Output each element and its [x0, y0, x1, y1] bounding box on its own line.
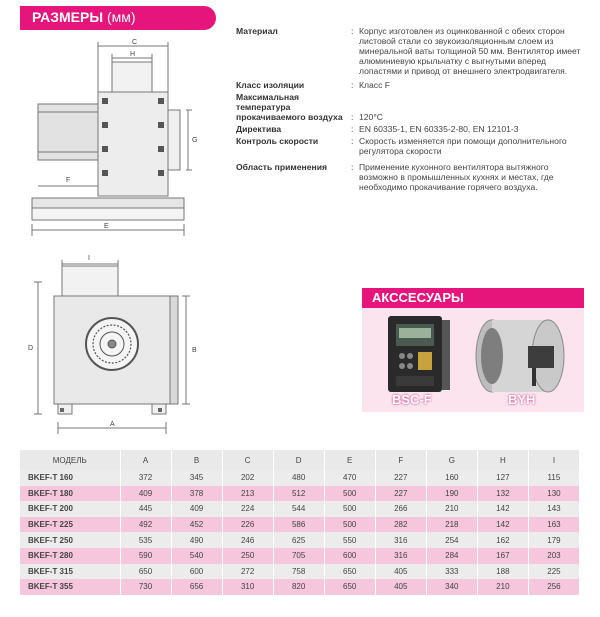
front-view-drawing [22, 252, 212, 442]
dim-label-c: C [132, 39, 138, 46]
table-row [20, 501, 580, 517]
table-body [20, 470, 580, 595]
dimension-cell: 730 [120, 579, 171, 595]
model-cell: BKEF-T 315 [20, 564, 120, 580]
specifications [236, 26, 588, 194]
accessories-panel [362, 308, 584, 412]
dimension-cell: 160 [426, 470, 477, 486]
dimension-cell: 226 [222, 517, 273, 533]
dimension-cell: 512 [273, 486, 324, 502]
column-header: E [324, 450, 375, 470]
model-cell: BKEF-T 200 [20, 501, 120, 517]
dimension-cell: 162 [477, 532, 528, 548]
dimension-cell: 130 [528, 486, 579, 502]
accessories-title: АКССЕСУАРЫ [362, 288, 584, 308]
dimension-cell: 656 [171, 579, 222, 595]
table-row [20, 517, 580, 533]
dimension-cell: 625 [273, 532, 324, 548]
dimension-cell: 284 [426, 548, 477, 564]
spec-label: Область применения [236, 162, 327, 172]
table-row [20, 564, 580, 580]
spec-value: Скорость изменяется при помощи дополнительного регулятора скорости [359, 136, 567, 156]
dim-label-a: A [110, 421, 115, 428]
section-title-unit: (мм) [106, 9, 136, 25]
dimension-cell: 535 [120, 532, 171, 548]
accessory-label-byh: BYH [508, 392, 536, 407]
dimension-cell: 345 [171, 470, 222, 486]
section-title-text: РАЗМЕРЫ [32, 9, 104, 25]
dimension-cell: 445 [120, 501, 171, 517]
dimension-cell: 586 [273, 517, 324, 533]
side-view-drawing [20, 36, 230, 236]
dimension-cell: 127 [477, 470, 528, 486]
dimension-cell: 409 [171, 501, 222, 517]
table-row [20, 532, 580, 548]
spec-row-application: Область применения : Применение кухонного вентилятора вытяжного возможно в промышленных кухнях и местах, где необходимо прокачивание горячего воздуха. [236, 162, 588, 192]
dimension-cell: 590 [120, 548, 171, 564]
spec-value: EN 60335-1, EN 60335-2-80, EN 12101-3 [359, 124, 519, 134]
dimension-cell: 132 [477, 486, 528, 502]
column-header: I [528, 450, 579, 470]
column-header: F [375, 450, 426, 470]
model-cell: BKEF-T 355 [20, 579, 120, 595]
dimension-cell: 500 [324, 501, 375, 517]
dimension-cell: 372 [120, 470, 171, 486]
dimension-cell: 405 [375, 564, 426, 580]
column-header: H [477, 450, 528, 470]
accessory-label-bsc-f: BSC-F [392, 392, 432, 407]
table-row [20, 470, 580, 486]
spec-value: Корпус изготовлен из оцинкованной с обеих сторон листовой стали со звукоизоляционным слоем из минеральной ваты толщиной 50 мм. Вентилятор имеет алюминиевую крыльчатку с выгнутыми вперед лопастями и привод от внешнего электродвигателя. [359, 26, 581, 76]
dim-label-g: G [192, 137, 198, 144]
dimension-cell: 650 [324, 579, 375, 595]
dim-label-d: D [28, 345, 34, 352]
spec-label: Материал [236, 26, 278, 36]
dimension-cell: 600 [324, 548, 375, 564]
dimension-cell: 405 [375, 579, 426, 595]
dimension-cell: 378 [171, 486, 222, 502]
dimension-cell: 246 [222, 532, 273, 548]
spec-label: Класс изоляции [236, 80, 305, 90]
spec-row-max-temperature: Максимальная температура прокачиваемого воздуха : 120°C [236, 92, 588, 122]
dim-label-f: F [66, 177, 71, 184]
dim-label-b: B [192, 347, 197, 354]
table-header-row [20, 450, 580, 470]
column-header: C [222, 450, 273, 470]
column-header: G [426, 450, 477, 470]
dimension-cell: 758 [273, 564, 324, 580]
dimension-cell: 142 [477, 501, 528, 517]
dimension-cell: 210 [426, 501, 477, 517]
column-header: D [273, 450, 324, 470]
dimension-cell: 282 [375, 517, 426, 533]
column-header: МОДЕЛЬ [20, 450, 120, 470]
dimension-cell: 600 [171, 564, 222, 580]
dim-label-i: I [88, 255, 90, 262]
dimension-cell: 650 [324, 564, 375, 580]
speed-controller-image [384, 314, 452, 396]
dimension-cell: 705 [273, 548, 324, 564]
dimension-cell: 452 [171, 517, 222, 533]
dimension-cell: 490 [171, 532, 222, 548]
dimension-cell: 179 [528, 532, 579, 548]
dimension-cell: 266 [375, 501, 426, 517]
dimension-cell: 213 [222, 486, 273, 502]
dimension-cell: 254 [426, 532, 477, 548]
dimension-cell: 167 [477, 548, 528, 564]
dimension-cell: 650 [120, 564, 171, 580]
dimension-cell: 143 [528, 501, 579, 517]
spec-label: Директива [236, 124, 282, 134]
dim-label-e: E [104, 223, 109, 230]
dimension-cell: 310 [222, 579, 273, 595]
dimension-cell: 227 [375, 470, 426, 486]
dimension-cell: 333 [426, 564, 477, 580]
model-cell: BKEF-T 280 [20, 548, 120, 564]
dimension-cell: 203 [528, 548, 579, 564]
dim-label-h: H [130, 51, 136, 58]
dimension-cell: 540 [171, 548, 222, 564]
section-title [20, 6, 216, 30]
dimension-cell: 492 [120, 517, 171, 533]
spec-row-material: Материал : Корпус изготовлен из оцинкованной с обеих сторон листовой стали со звукоизоляционным слоем из минеральной ваты толщиной 50 мм. Вентилятор имеет алюминиевую крыльчатку с выгнутыми вперед лопастями и привод от внешнего электродвигателя. [236, 26, 588, 76]
table-row [20, 579, 580, 595]
dimension-cell: 224 [222, 501, 273, 517]
dimension-cell: 202 [222, 470, 273, 486]
spec-row-insulation: Класс изоляции : Класс F [236, 80, 588, 90]
spec-label: Максимальная температура прокачиваемого воздуха [236, 92, 343, 122]
column-header: A [120, 450, 171, 470]
damper-image [472, 316, 572, 396]
dimension-cell: 500 [324, 517, 375, 533]
dimension-cell: 218 [426, 517, 477, 533]
dimension-cell: 550 [324, 532, 375, 548]
spec-value: Применение кухонного вентилятора вытяжного возможно в промышленных кухнях и местах, где необходимо прокачивание горячего воздуха. [359, 162, 554, 192]
model-cell: BKEF-T 250 [20, 532, 120, 548]
dimension-cell: 544 [273, 501, 324, 517]
dimension-cell: 163 [528, 517, 579, 533]
dimension-cell: 316 [375, 548, 426, 564]
dimension-cell: 210 [477, 579, 528, 595]
spec-value: 120°C [359, 112, 383, 122]
spec-value: Класс F [359, 80, 391, 90]
column-header: B [171, 450, 222, 470]
spec-row-directive: Директива : EN 60335-1, EN 60335-2-80, EN 12101-3 [236, 124, 588, 134]
model-cell: BKEF-T 180 [20, 486, 120, 502]
dimension-cell: 500 [324, 486, 375, 502]
model-cell: BKEF-T 225 [20, 517, 120, 533]
spec-row-speed-control: Контроль скорости : Скорость изменяется при помощи дополнительного регулятора скорости [236, 136, 588, 156]
dimension-cell: 250 [222, 548, 273, 564]
dimension-cell: 115 [528, 470, 579, 486]
dimension-cell: 190 [426, 486, 477, 502]
dimension-cell: 409 [120, 486, 171, 502]
spec-label: Контроль скорости [236, 136, 319, 146]
dimension-cell: 225 [528, 564, 579, 580]
dimension-cell: 272 [222, 564, 273, 580]
dimension-cell: 340 [426, 579, 477, 595]
dimensions-table [20, 450, 580, 595]
dimension-cell: 142 [477, 517, 528, 533]
dimension-cell: 470 [324, 470, 375, 486]
table-row [20, 486, 580, 502]
dimension-cell: 316 [375, 532, 426, 548]
model-cell: BKEF-T 160 [20, 470, 120, 486]
dimension-cell: 480 [273, 470, 324, 486]
dimension-cell: 256 [528, 579, 579, 595]
dimension-cell: 227 [375, 486, 426, 502]
dimension-cell: 188 [477, 564, 528, 580]
dimension-cell: 820 [273, 579, 324, 595]
table-row [20, 548, 580, 564]
